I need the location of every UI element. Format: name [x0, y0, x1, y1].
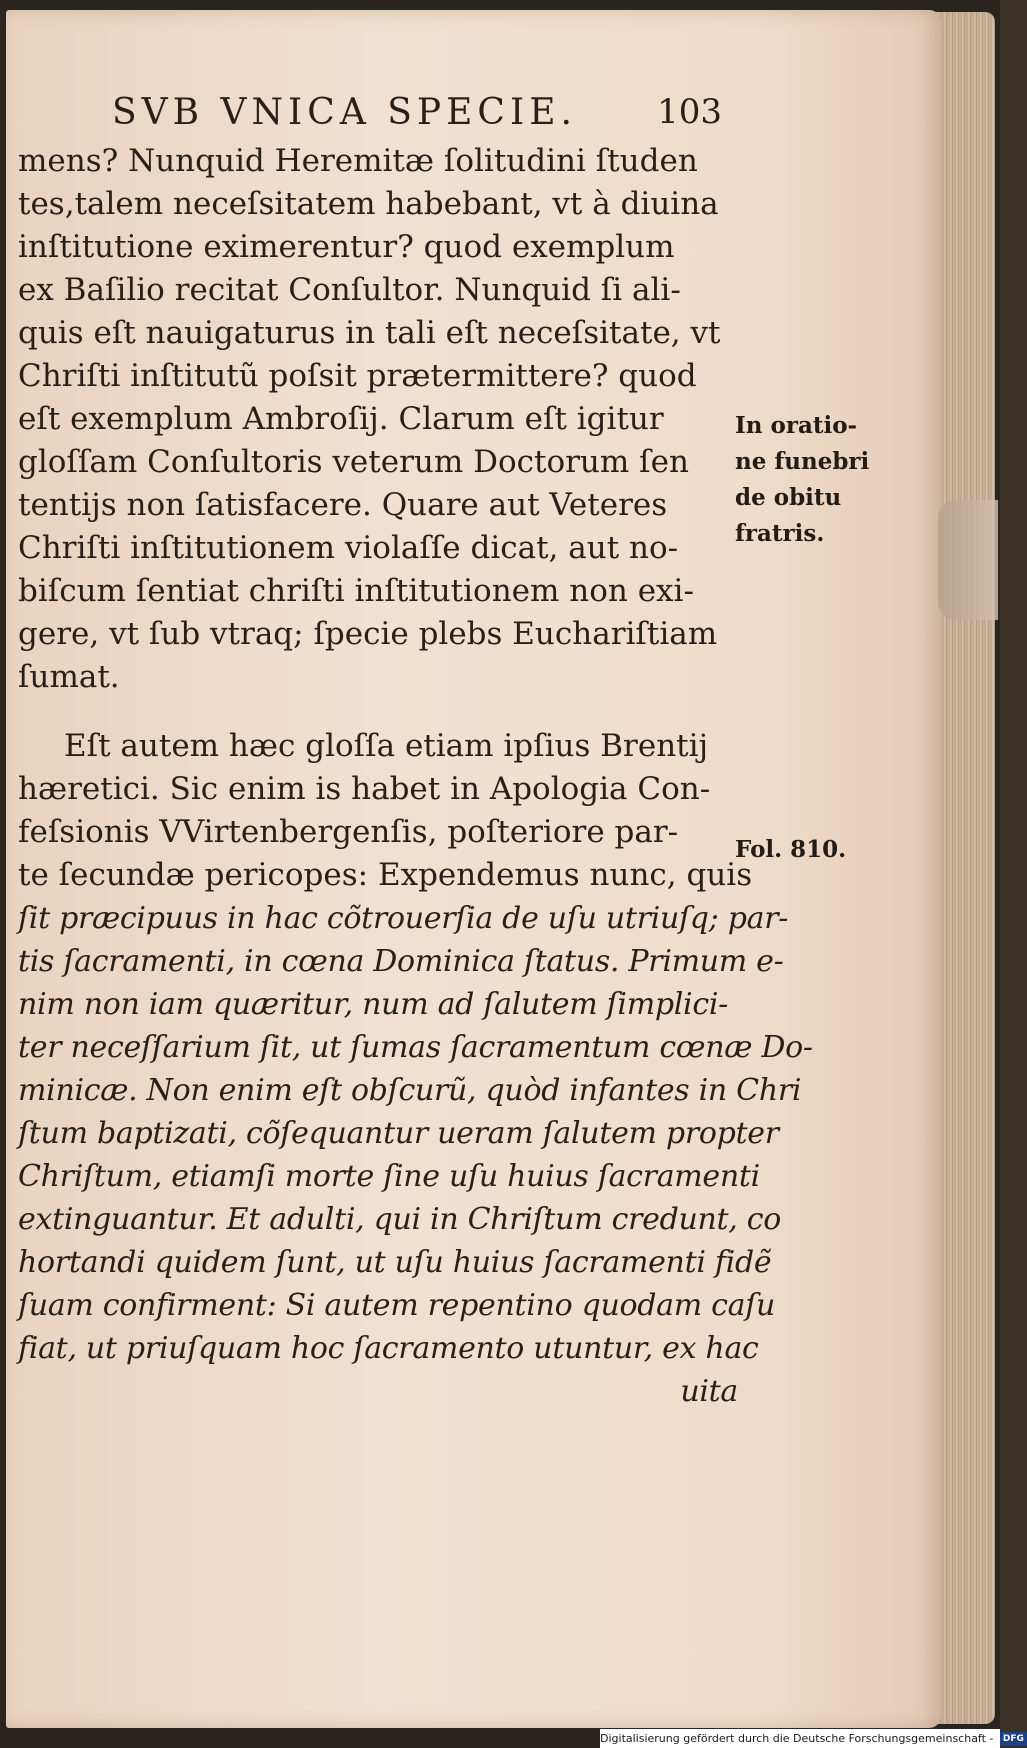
quote-line: Chriſtum, etiamſi morte ſine uſu huius ſacramenti	[18, 1159, 760, 1194]
margin-note-line: Fol. 810.	[735, 836, 847, 863]
quote-line: ſit præcipuus in hac cõtrouerſia de uſu utriuſq; par-	[18, 901, 789, 936]
text-line: feſsionis VVirtenbergenſis, poſteriore par-	[18, 814, 679, 850]
quote-line: ter neceſſarium ſit, ut ſumas ſacramentum cœnæ Do-	[18, 1030, 813, 1065]
catchword: uita	[680, 1374, 738, 1409]
dfg-logo: DFG	[1000, 1732, 1027, 1746]
quote-line: nim non iam quæritur, num ad ſalutem ſimplici-	[18, 987, 728, 1022]
quote-line: fiat, ut priuſquam hoc ſacramento utuntur, ex hac	[18, 1331, 759, 1366]
text-line: gere, vt ſub vtraq; ſpecie plebs Euchariſtiam	[18, 616, 718, 652]
digitization-credit	[600, 1729, 1024, 1748]
margin-note-line: de obitu	[735, 484, 842, 511]
page-number: 103	[657, 92, 722, 132]
quote-line: hortandi quidem ſunt, ut uſu huius ſacramenti fidẽ	[18, 1245, 772, 1280]
text-line: gloſſam Conſultoris veterum Doctorum ſen	[18, 444, 689, 480]
text-line: ex Baſilio recitat Conſultor. Nunquid ſi ali-	[18, 272, 681, 308]
text-line: Chriſti inſtitutionem violaſſe dicat, aut no-	[18, 530, 679, 566]
text-line: quis eſt nauigaturus in tali eſt neceſsitate, vt	[18, 315, 721, 351]
text-line: tes,talem neceſsitatem habebant, vt à diuina	[18, 186, 719, 222]
margin-note-line: fratris.	[735, 520, 825, 547]
text-line: Chriſti inſtitutũ poſsit prætermittere? quod	[18, 358, 697, 394]
text-line: biſcum ſentiat chriſti inſtitutionem non exi-	[18, 573, 694, 609]
quote-line: ſtum baptizati, cõſequantur ueram ſalutem propter	[18, 1116, 779, 1151]
text-line: ſumat.	[18, 659, 120, 695]
text-line: tentijs non ſatisfacere. Quare aut Veteres	[18, 487, 668, 523]
quote-line: extinguantur. Et adulti, qui in Chriſtum credunt, co	[18, 1202, 782, 1237]
page-header	[112, 92, 722, 142]
page-edges	[935, 12, 995, 1724]
margin-note-line: In oratio-	[735, 412, 858, 439]
quote-line: tis ſacramenti, in cœna Dominica ſtatus. Primum e-	[18, 944, 784, 979]
text-line: inſtitutione eximerentur? quod exemplum	[18, 229, 675, 265]
text-line: Eſt autem hæc gloſſa etiam ipſius Brentij	[64, 728, 709, 764]
page-clip	[938, 500, 998, 620]
margin-note-folio	[735, 832, 925, 868]
text-line: te ſecundæ pericopes: Expendemus nunc, quis	[18, 857, 753, 893]
margin-note-oratio	[735, 408, 925, 552]
text-line: hæretici. Sic enim is habet in Apologia Con-	[18, 771, 711, 807]
quote-line: ſuam confirment: Si autem repentino quodam caſu	[18, 1288, 776, 1323]
credit-text: Digitalisierung gefördert durch die Deutsche Forschungsgemeinschaft -	[600, 1732, 994, 1745]
text-line: mens? Nunquid Heremitæ ſolitudini ſtuden	[18, 143, 698, 179]
text-line: eſt exemplum Ambroſij. Clarum eſt igitur	[18, 401, 664, 437]
margin-note-line: ne funebri	[735, 448, 870, 475]
running-head: SVB VNICA SPECIE.	[112, 92, 577, 133]
quote-line: minicæ. Non enim eſt obſcurũ, quòd infantes in Chri	[18, 1073, 802, 1108]
